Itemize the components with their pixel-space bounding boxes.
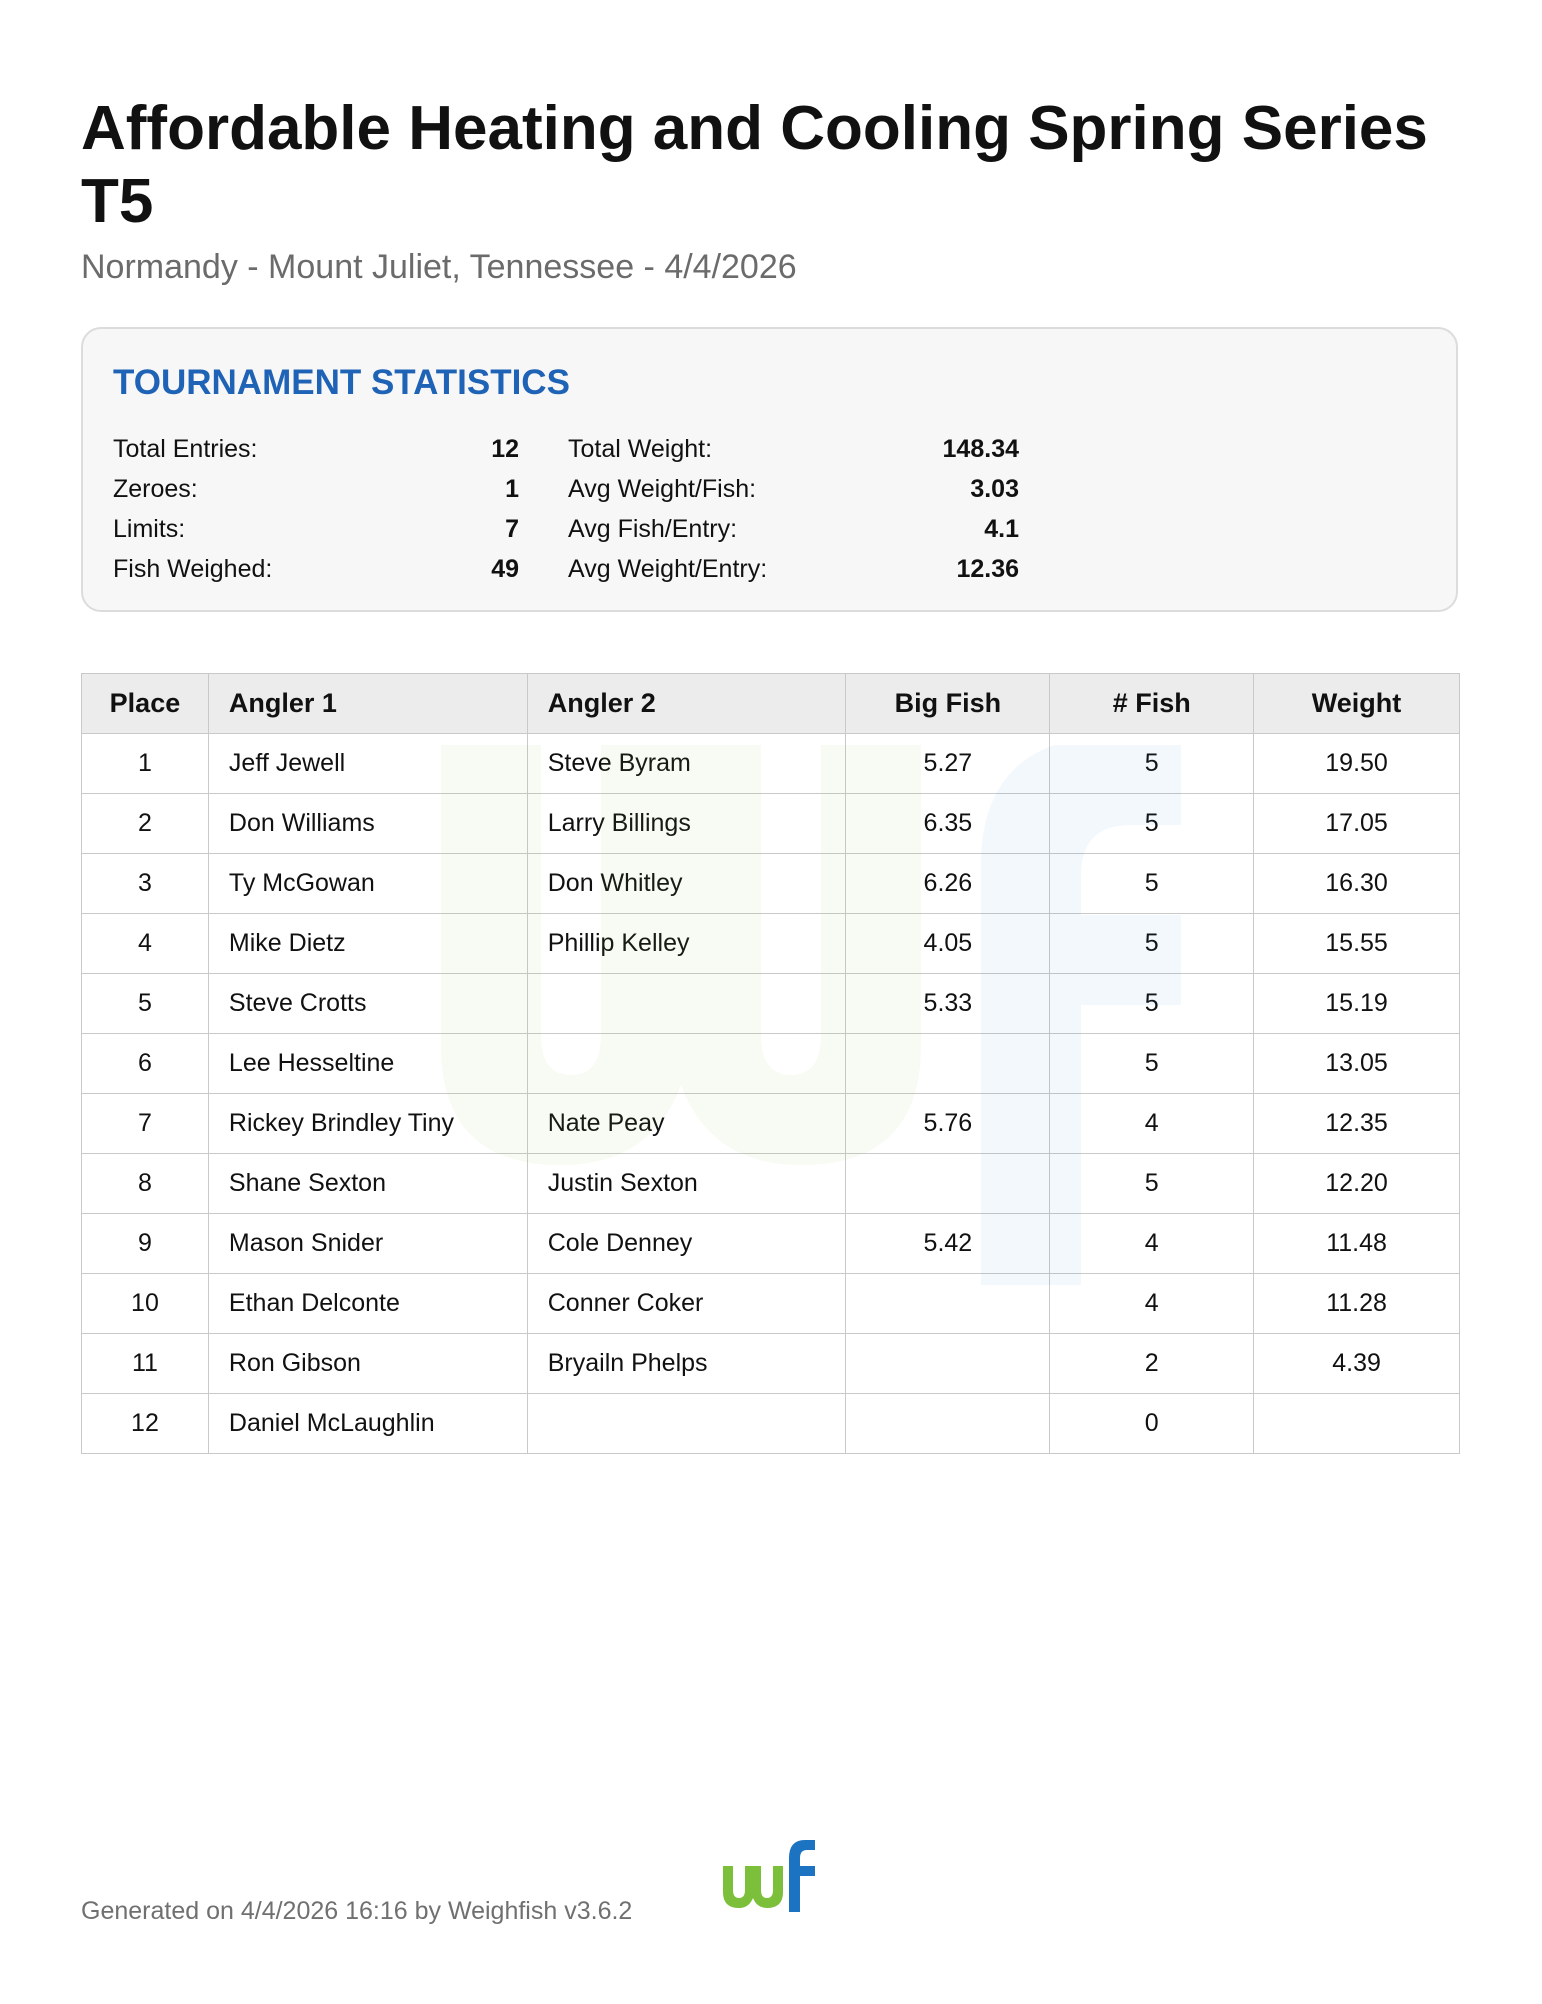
cell-angler-2: Cole Denney: [527, 1214, 846, 1274]
cell-angler-2: Larry Billings: [527, 794, 846, 854]
cell-weight: 12.35: [1254, 1094, 1460, 1154]
cell-weight: 19.50: [1254, 734, 1460, 794]
cell-angler-1: Ethan Delconte: [208, 1274, 527, 1334]
stat-label: Avg Fish/Entry:: [568, 515, 738, 543]
cell-weight: 17.05: [1254, 794, 1460, 854]
stat-value: 7: [505, 515, 519, 543]
cell-weight: [1254, 1394, 1460, 1454]
cell-place: 8: [82, 1154, 209, 1214]
cell-weight: 12.20: [1254, 1154, 1460, 1214]
cell-big-fish: 5.27: [846, 734, 1050, 794]
cell-angler-2: [527, 974, 846, 1034]
column-header-angler-1: Angler 1: [208, 674, 527, 734]
stats-heading: TOURNAMENT STATISTICS: [113, 363, 570, 402]
cell-place: 12: [82, 1394, 209, 1454]
cell-big-fish: 6.35: [846, 794, 1050, 854]
cell-angler-1: Lee Hesseltine: [208, 1034, 527, 1094]
results-body: [82, 734, 1460, 1454]
table-row: [82, 1094, 1460, 1154]
column-header-angler-2: Angler 2: [527, 674, 846, 734]
report-page: [81, 0, 1460, 2004]
cell-angler-1: Jeff Jewell: [208, 734, 527, 794]
page-subtitle: Normandy - Mount Juliet, Tennessee - 4/4/2026: [81, 248, 797, 286]
cell-angler-1: Ty McGowan: [208, 854, 527, 914]
generated-footer: Generated on 4/4/2026 16:16 by Weighfish v3.6.2: [81, 1897, 633, 1925]
cell-fish-count: 5: [1050, 734, 1254, 794]
cell-big-fish: 6.26: [846, 854, 1050, 914]
stat-value: 12.36: [956, 555, 1019, 583]
table-row: [82, 914, 1460, 974]
cell-fish-count: 5: [1050, 1034, 1254, 1094]
stat-label: Limits:: [113, 515, 186, 543]
cell-angler-2: [527, 1034, 846, 1094]
stat-label: Total Weight:: [568, 435, 713, 463]
weighfish-logo-icon: [721, 1836, 817, 1912]
cell-place: 2: [82, 794, 209, 854]
cell-angler-1: Steve Crotts: [208, 974, 527, 1034]
cell-place: 7: [82, 1094, 209, 1154]
stat-label: Fish Weighed:: [113, 555, 273, 583]
cell-fish-count: 5: [1050, 1154, 1254, 1214]
table-row: [82, 1334, 1460, 1394]
cell-angler-1: Don Williams: [208, 794, 527, 854]
cell-big-fish: [846, 1334, 1050, 1394]
cell-place: 4: [82, 914, 209, 974]
cell-weight: 13.05: [1254, 1034, 1460, 1094]
cell-place: 3: [82, 854, 209, 914]
cell-angler-2: [527, 1394, 846, 1454]
cell-angler-2: Phillip Kelley: [527, 914, 846, 974]
cell-big-fish: [846, 1274, 1050, 1334]
cell-fish-count: 0: [1050, 1394, 1254, 1454]
stat-value: 1: [505, 475, 519, 503]
stat-label: Avg Weight/Fish:: [568, 475, 757, 503]
cell-weight: 15.55: [1254, 914, 1460, 974]
cell-fish-count: 4: [1050, 1214, 1254, 1274]
cell-place: 5: [82, 974, 209, 1034]
stat-value: 4.1: [984, 515, 1019, 543]
cell-big-fish: 4.05: [846, 914, 1050, 974]
cell-angler-2: Bryailn Phelps: [527, 1334, 846, 1394]
page-title: Affordable Heating and Cooling Spring Series T5: [81, 94, 1428, 236]
cell-big-fish: 5.42: [846, 1214, 1050, 1274]
cell-big-fish: [846, 1154, 1050, 1214]
stat-label: Avg Weight/Entry:: [568, 555, 768, 583]
cell-fish-count: 5: [1050, 914, 1254, 974]
cell-fish-count: 4: [1050, 1094, 1254, 1154]
table-row: [82, 1154, 1460, 1214]
cell-angler-1: Mason Snider: [208, 1214, 527, 1274]
cell-angler-2: Steve Byram: [527, 734, 846, 794]
cell-angler-2: Don Whitley: [527, 854, 846, 914]
table-row: [82, 1214, 1460, 1274]
stat-label: Zeroes:: [113, 475, 198, 503]
table-row: [82, 734, 1460, 794]
cell-weight: 15.19: [1254, 974, 1460, 1034]
table-row: [82, 854, 1460, 914]
results-table: [81, 673, 1460, 1454]
column-header-weight: Weight: [1254, 674, 1460, 734]
cell-angler-1: Daniel McLaughlin: [208, 1394, 527, 1454]
tournament-statistics-panel: [81, 327, 1458, 612]
cell-angler-2: Justin Sexton: [527, 1154, 846, 1214]
column-header-fish-count: # Fish: [1050, 674, 1254, 734]
cell-fish-count: 5: [1050, 794, 1254, 854]
table-row: [82, 794, 1460, 854]
cell-big-fish: [846, 1034, 1050, 1094]
table-row: [82, 1034, 1460, 1094]
cell-weight: 4.39: [1254, 1334, 1460, 1394]
table-row: [82, 1274, 1460, 1334]
cell-fish-count: 2: [1050, 1334, 1254, 1394]
column-header-place: Place: [82, 674, 209, 734]
cell-place: 6: [82, 1034, 209, 1094]
stat-value: 3.03: [970, 475, 1019, 503]
stat-value: 148.34: [942, 435, 1019, 463]
cell-big-fish: [846, 1394, 1050, 1454]
cell-angler-2: Nate Peay: [527, 1094, 846, 1154]
cell-angler-1: Ron Gibson: [208, 1334, 527, 1394]
stat-label: Total Entries:: [113, 435, 258, 463]
cell-big-fish: 5.76: [846, 1094, 1050, 1154]
cell-fish-count: 4: [1050, 1274, 1254, 1334]
cell-angler-2: Conner Coker: [527, 1274, 846, 1334]
cell-place: 11: [82, 1334, 209, 1394]
stat-value: 12: [491, 435, 519, 463]
cell-fish-count: 5: [1050, 854, 1254, 914]
cell-place: 1: [82, 734, 209, 794]
cell-weight: 16.30: [1254, 854, 1460, 914]
table-row: [82, 1394, 1460, 1454]
cell-angler-1: Shane Sexton: [208, 1154, 527, 1214]
column-header-big-fish: Big Fish: [846, 674, 1050, 734]
cell-place: 9: [82, 1214, 209, 1274]
table-header-row: [82, 674, 1460, 734]
stat-value: 49: [491, 555, 519, 583]
cell-big-fish: 5.33: [846, 974, 1050, 1034]
cell-place: 10: [82, 1274, 209, 1334]
cell-fish-count: 5: [1050, 974, 1254, 1034]
table-row: [82, 974, 1460, 1034]
cell-angler-1: Rickey Brindley Tiny: [208, 1094, 527, 1154]
cell-weight: 11.28: [1254, 1274, 1460, 1334]
cell-weight: 11.48: [1254, 1214, 1460, 1274]
cell-angler-1: Mike Dietz: [208, 914, 527, 974]
